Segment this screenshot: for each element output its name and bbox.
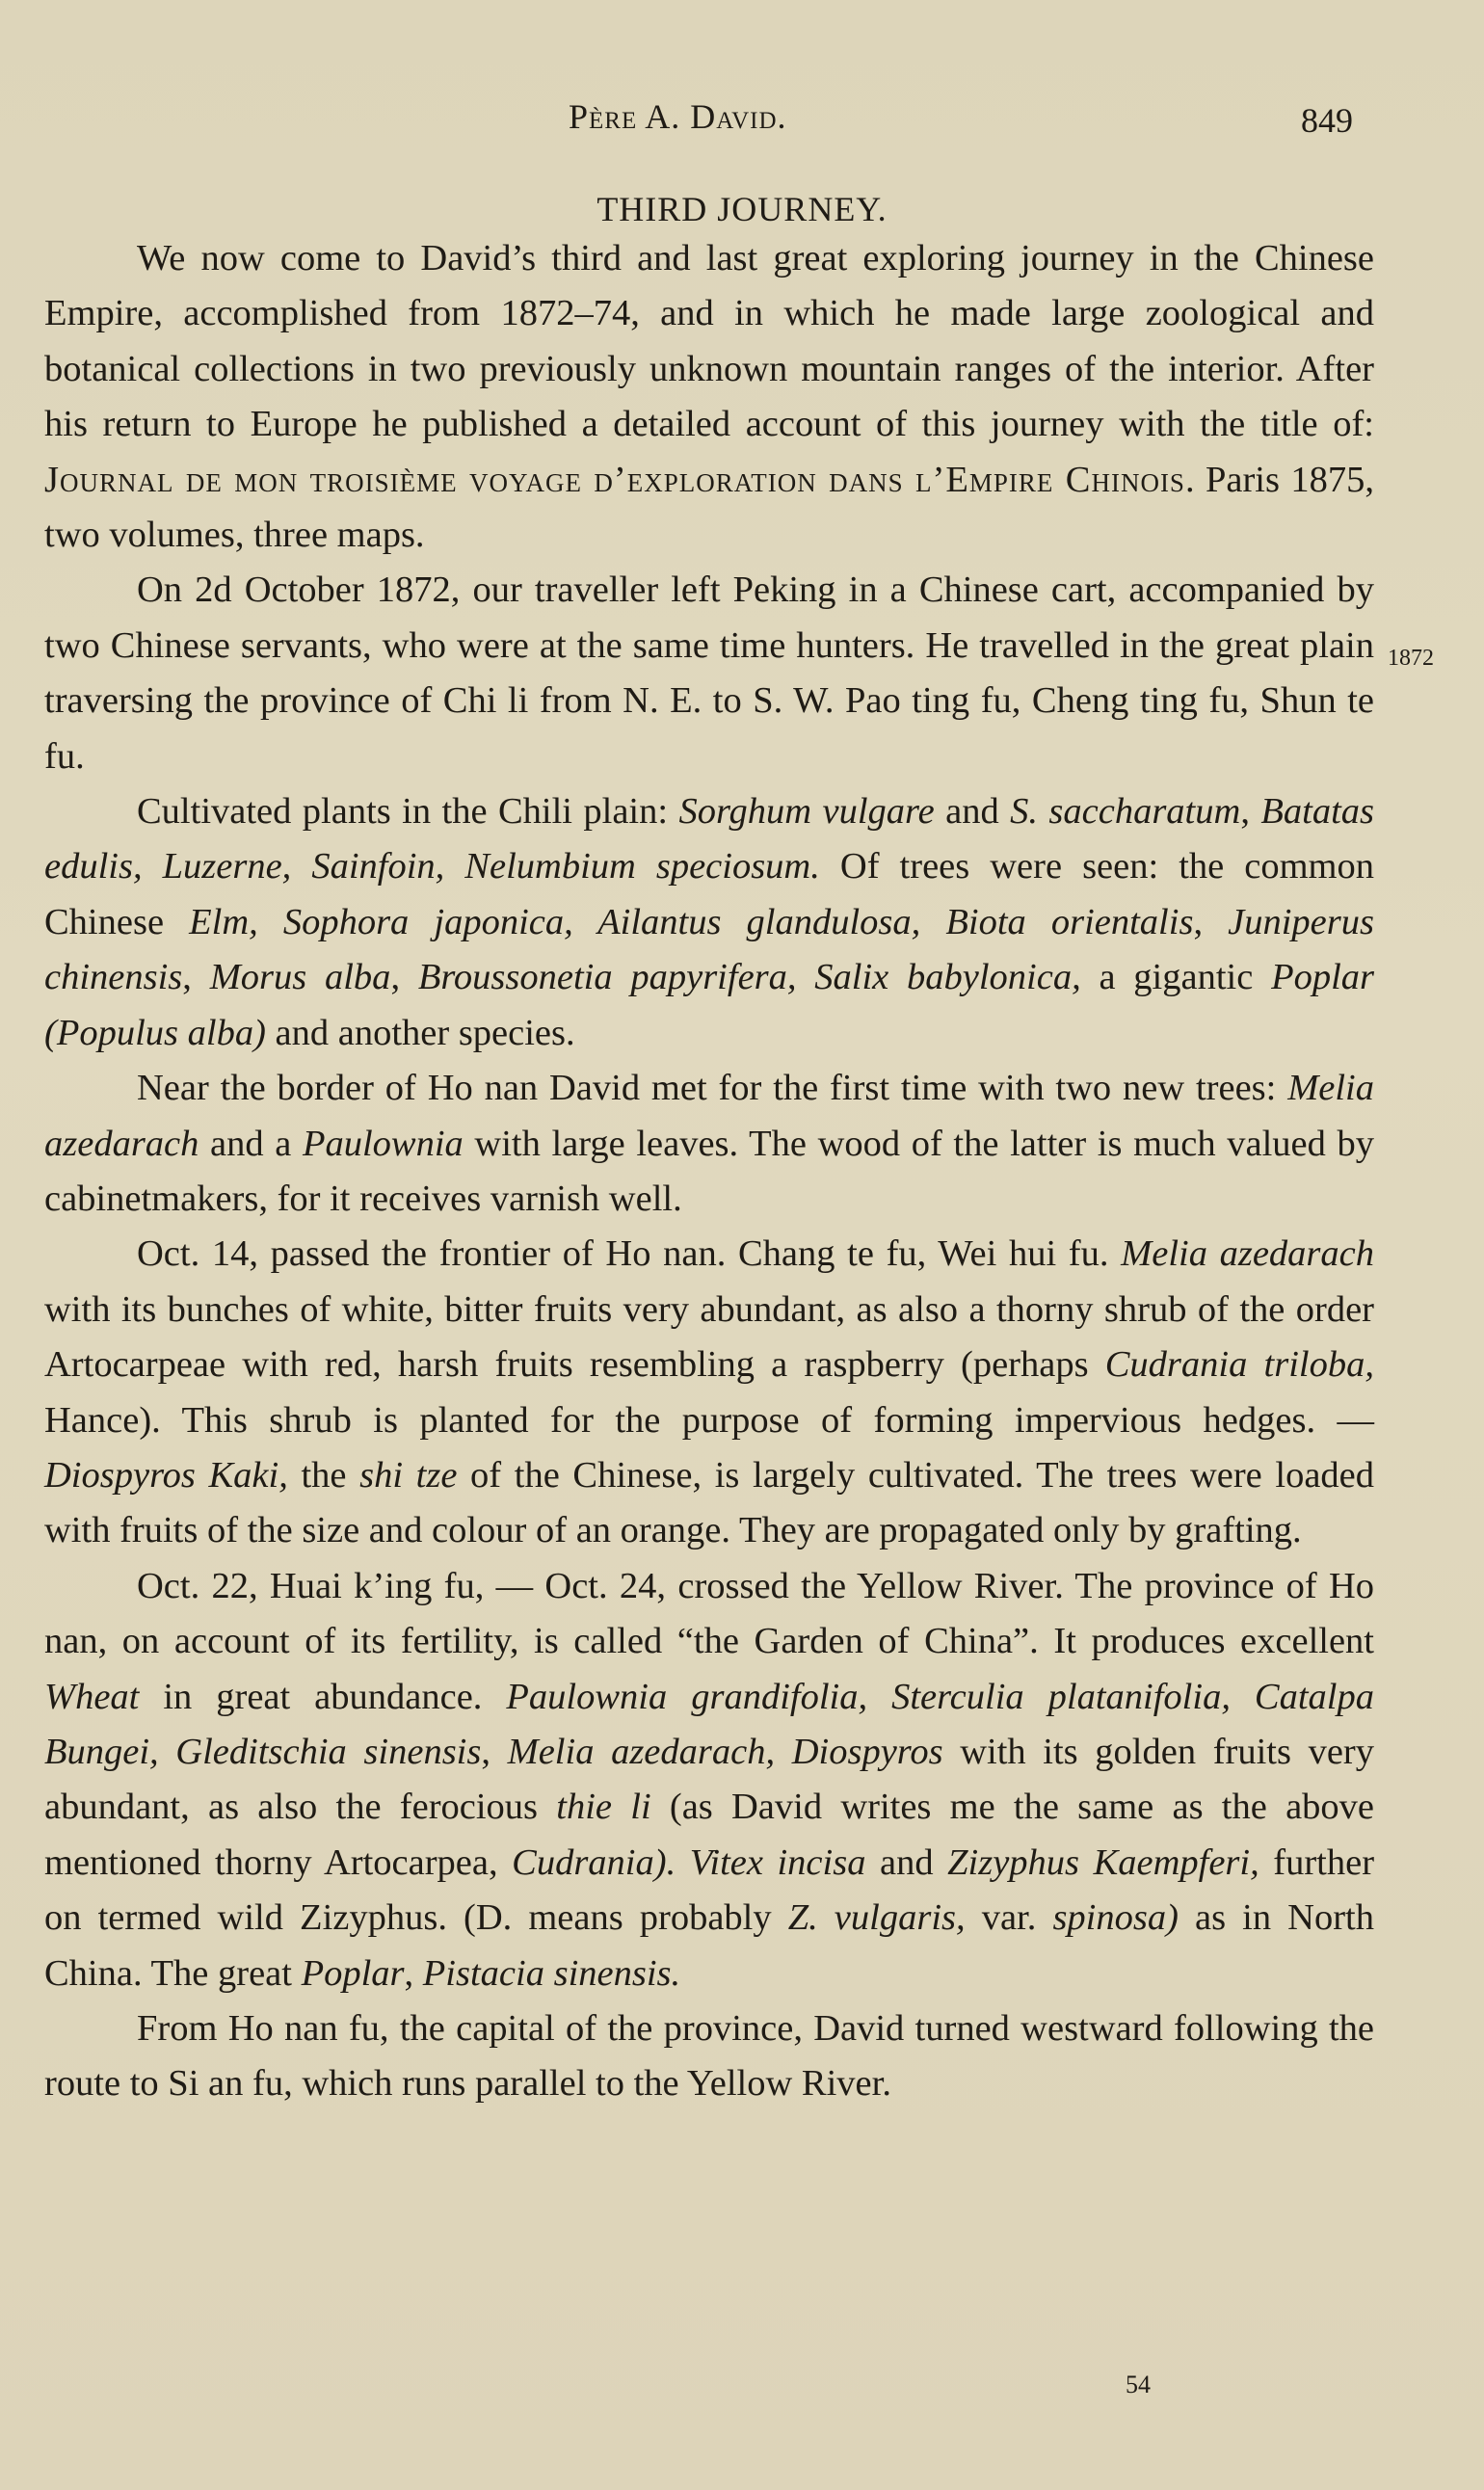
text-run: , (182, 957, 210, 998)
species-name: Cudrania). Vitex incisa (512, 1841, 866, 1883)
species-name: Morus alba (209, 957, 391, 998)
text-run: a gigantic (1080, 957, 1272, 998)
species-name: Zizyphus Kaempferi, (947, 1841, 1259, 1883)
text-run: , (481, 1731, 508, 1772)
species-name: Melia azedarach (1121, 1233, 1375, 1275)
paragraph-ho-nan-border (44, 1061, 1374, 1227)
species-name: Elm, Sophora japonica, Ailantus glandulosa, Biota orientalis (189, 901, 1194, 942)
text-run: and a (199, 1123, 303, 1164)
species-name: Broussonetia papyrifera, Salix babylonica, (417, 957, 1081, 998)
text-run: Oct. 14, passed the frontier of Ho nan. Chang te fu, Wei hui fu. (137, 1233, 1122, 1275)
text-run: Oct. 22, Huai k’ing fu, — Oct. 24, crossed the Yellow River. The province of Ho nan, on account of its fertility, is called “the Garden of China”. It produces excellent (44, 1565, 1374, 1662)
text-run: the (287, 1454, 360, 1496)
species-name: shi tze (359, 1454, 458, 1496)
text-run: , (404, 1952, 423, 1994)
text-run: and (934, 791, 1011, 833)
text-run: Of trees were seen: the common Chinese (44, 846, 1374, 942)
text-run: and (865, 1841, 948, 1883)
species-name: Poplar (Populus alba) (44, 957, 1375, 1053)
species-name: spinosa) (1052, 1897, 1179, 1939)
species-name: Batatas edulis, Luzerne, Sainfoin, Nelumbium speciosum. (44, 791, 1375, 887)
signature-mark: 54 (1126, 2371, 1151, 2398)
text-run: var. (965, 1897, 1053, 1939)
text-run: We now come to David’s third and last great exploring journey in the Chinese Empire, accomplished from 1872–74, and in which he made large zoological and botanical collections in two previously unknown mountain ranges of the interior. After his return to Europe he published a detailed account of this journey with the title of: (44, 238, 1374, 445)
species-name: Pistacia sinensis. (422, 1952, 681, 1994)
paragraph-departure: On 2d October 1872, our traveller left Peking in a Chinese cart, accompanied by two Chinese servants, who were at the same time hunters. He travelled in the great plain traversing the province of Chi li from N. E. to S. W. Pao ting fu, Cheng ting fu, Shun te fu. (44, 570, 1374, 777)
text-run: Near the border of Ho nan David met for the first time with two new trees: (137, 1068, 1288, 1109)
text-run: , (390, 957, 418, 998)
paragraph-oct-14 (44, 1227, 1374, 1558)
text-run: (as David writes me the same as the above mentioned thorny Artocarpea, (44, 1787, 1374, 1883)
section-heading: THIRD JOURNEY. (596, 190, 888, 228)
text-run: further on termed wild Zizyphus. (D. means probably (44, 1841, 1375, 1939)
species-name: Z. vulgaris, (787, 1897, 966, 1939)
body-text (44, 231, 1374, 2112)
running-title: Père A. David. (569, 97, 787, 136)
text-run: with its bunches of white, bitter fruits very abundant, as also a thorny shrub of the order Artocarpeae with red, harsh fruits resembling a raspberry (perhaps (44, 1288, 1374, 1386)
paragraph-oct-22 (44, 1559, 1374, 2001)
species-name: Cudrania triloba, (1104, 1344, 1374, 1386)
species-name: Paulownia grandifolia, Sterculia platanifolia, Catalpa Bungei, Gleditschia sinensis (44, 1676, 1374, 1772)
text-run: and another species. (265, 1012, 575, 1053)
species-name: Wheat (44, 1676, 140, 1717)
paragraph-intro (44, 231, 1374, 563)
text-run: Cultivated plants in the Chili plain: (137, 791, 679, 833)
species-name: Paulownia (302, 1123, 464, 1164)
species-name: Sorghum vulgare (678, 791, 935, 833)
text-run: . Paris 1875, two volumes, three maps. (44, 459, 1374, 556)
text-run: as in North China. The great (44, 1897, 1374, 1994)
species-name: Diospyros Kaki, (44, 1454, 288, 1496)
text-run: of the Chinese, is largely cultivated. The trees were loaded with fruits of the size and colour of an orange. They are propagated only by grafting. (44, 1454, 1374, 1551)
page-number: 849 (1301, 101, 1353, 140)
species-name: Melia azedarach (44, 1068, 1374, 1164)
book-title: Journal de mon troisième voyage d’exploration dans l’Empire Chinois (44, 459, 1185, 500)
text-run: , (1240, 791, 1261, 833)
paragraph-chili-plants (44, 784, 1374, 1061)
text-run: in great abundance. (139, 1676, 507, 1717)
species-name: Melia azedarach, Diospyros (507, 1731, 943, 1772)
species-name: S. saccharatum (1010, 791, 1241, 833)
text-run: with large leaves. The wood of the latter is much valued by cabinetmakers, for it receives varnish well. (44, 1123, 1374, 1219)
species-name: Juniperus chinensis (44, 901, 1374, 998)
paragraph-ho-nan-fu: From Ho nan fu, the capital of the province, David turned westward following the route to Si an fu, which runs parallel to the Yellow River. (44, 2008, 1374, 2105)
text-run: , (1193, 901, 1229, 942)
margin-year-note: 1872 (1388, 646, 1434, 671)
species-name: thie li (556, 1787, 651, 1828)
text-run: with its golden fruits very abundant, as also the ferocious (44, 1731, 1375, 1828)
running-head (0, 96, 1484, 145)
species-name: Poplar (301, 1952, 405, 1994)
text-run: Hance). This shrub is planted for the purpose of forming impervious hedges. — (44, 1399, 1374, 1441)
